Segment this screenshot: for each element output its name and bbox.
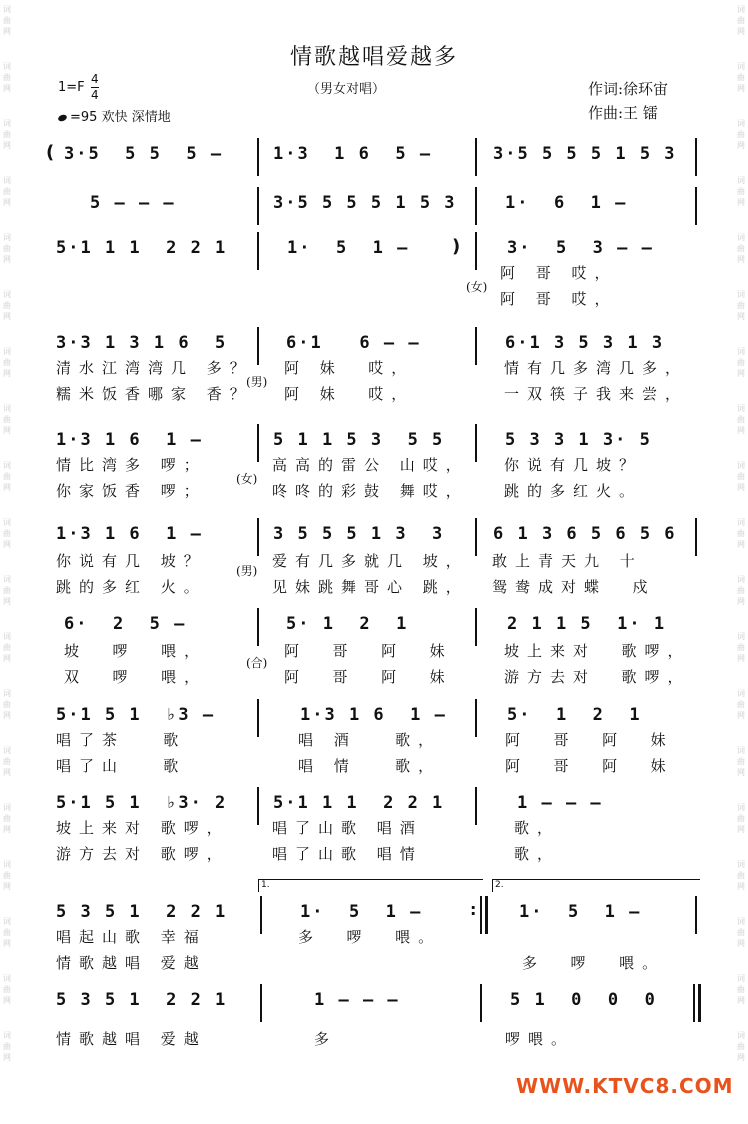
measure-notes: 5 – – – — [90, 193, 176, 213]
watermark-text: 词 曲 网 — [3, 803, 11, 834]
bar-line — [257, 518, 259, 556]
watermark-text: 词 曲 网 — [737, 290, 745, 321]
watermark-text: 词 曲 网 — [737, 575, 745, 606]
watermark-text: 词 曲 网 — [737, 689, 745, 720]
measure-notes: 1· 5 1 – — [519, 902, 642, 922]
measure-notes: 1·3 1 6 1 – — [300, 705, 447, 725]
measure-notes: 5·1 1 1 2 2 1 — [56, 238, 228, 258]
lyric-verse-2: 唱 情 歌， — [298, 757, 442, 775]
measure-notes: 5 3 5 1 2 2 1 — [56, 902, 228, 922]
lyric-verse-2: 双 啰 喂， — [64, 668, 208, 686]
measure-notes: 3·3 1 3 1 6 5 — [56, 333, 228, 353]
lyric-verse-2: 一双筷子我来尝， — [504, 385, 689, 403]
measure-notes: 6· 2 5 – — [64, 614, 187, 634]
singer-role-label: (男) — [246, 375, 268, 389]
measure-notes: 3 5 5 5 1 3 3 — [273, 524, 445, 544]
lyric-verse-1: 敢上青天九 十 — [492, 552, 643, 570]
lyric-verse-2: 唱了山 歌 — [56, 757, 187, 775]
lyric-verse-2: 多 啰 喂。 — [522, 954, 666, 972]
watermark-text: 词 曲 网 — [3, 5, 11, 36]
bar-line — [475, 608, 477, 646]
key-signature: 1=F — [58, 80, 85, 95]
bar-line — [257, 699, 259, 737]
lyric-verse-2: 跳的多红火。 — [504, 482, 643, 500]
watermark-text: 词 曲 网 — [737, 347, 745, 378]
watermark-text: 词 曲 网 — [737, 518, 745, 549]
watermark-text: 词 曲 网 — [3, 974, 11, 1005]
lyric-verse-1: 爱有几多就几 坡， — [272, 552, 469, 570]
watermark-text: 词 曲 网 — [737, 233, 745, 264]
bar-line — [475, 138, 477, 176]
watermark-text: 词 曲 网 — [737, 404, 745, 435]
lyric-line-2: 阿 哥 哎， — [500, 290, 618, 308]
watermark-text: 词 曲 网 — [737, 746, 745, 777]
lyric-verse-1: 情比湾多 啰； — [56, 456, 207, 474]
measure-notes: 5· 1 2 1 — [507, 705, 642, 725]
measure-notes: 1 – – – — [314, 990, 400, 1010]
repeat-end-sign: : — [470, 900, 477, 919]
measure-notes: 1· 5 1 – — [287, 238, 410, 258]
watermark-text: 词 曲 网 — [3, 518, 11, 549]
song-subtitle: （男女对唱） — [307, 82, 386, 97]
measure-notes: 5· 1 2 1 — [286, 614, 409, 634]
bar-line — [475, 518, 477, 556]
watermark-text: 词 曲 网 — [3, 347, 11, 378]
watermark-text: 词 曲 网 — [737, 461, 745, 492]
measure-notes: 1·3 1 6 1 – — [56, 524, 203, 544]
measure-notes: 1 – – – — [517, 793, 603, 813]
watermark-strip-left — [0, 0, 14, 1124]
bar-line — [475, 699, 477, 737]
watermark-text: 词 曲 网 — [3, 119, 11, 150]
measure-notes: 1· 6 1 – — [505, 193, 628, 213]
singer-role-label: (男) — [236, 564, 258, 578]
measure-notes: 5 1 1 5 3 5 5 — [273, 430, 445, 450]
bar-line — [475, 424, 477, 462]
singer-role-label: (女) — [236, 472, 258, 486]
volta-first-ending: 1. — [258, 879, 483, 892]
bar-line — [695, 187, 697, 225]
bar-line — [475, 232, 477, 270]
lyric-verse-2: 情歌越唱 爱越 — [56, 954, 207, 972]
quarter-note-icon — [57, 113, 68, 122]
watermark-text: 词 曲 网 — [737, 860, 745, 891]
lyric-verse-1: 情有几多湾几多， — [504, 359, 689, 377]
lyric-verse-2: 见妹跳舞哥心 跳， — [272, 578, 469, 596]
bar-line — [257, 232, 259, 270]
bar-line — [257, 187, 259, 225]
measure-notes: 1· 5 1 – — [300, 902, 423, 922]
lyric-verse-1: 坡上来对 歌啰， — [504, 642, 691, 660]
lyric-verse-2: 游方去对 歌啰， — [56, 845, 230, 863]
bar-line — [257, 424, 259, 462]
bar-line — [260, 984, 262, 1022]
bar-line — [257, 327, 259, 365]
watermark-text: 词 曲 网 — [737, 5, 745, 36]
watermark-text: 词 曲 网 — [737, 632, 745, 663]
watermark-text: 词 曲 网 — [3, 62, 11, 93]
time-signature-bottom: 4 — [91, 88, 99, 102]
repeat-open-paren: ( — [46, 142, 55, 163]
lyric-verse-1: 你说有几 坡？ — [56, 552, 207, 570]
watermark-text: 词 曲 网 — [3, 290, 11, 321]
measure-notes: 6·1 3 5 3 1 3 — [505, 333, 665, 353]
lyric-verse-1: 唱了茶 歌 — [56, 731, 187, 749]
watermark-text: 词 曲 网 — [3, 1031, 11, 1062]
watermark-text: 词 曲 网 — [3, 575, 11, 606]
watermark-strip-right — [734, 0, 748, 1124]
bar-line — [480, 896, 482, 934]
lyric-verse-2: 鸳鸯成对蝶 戍 — [492, 578, 656, 596]
lyric-verse-1: 唱起山歌 幸福 — [56, 928, 207, 946]
song-title: 情歌越唱爱越多 — [289, 45, 458, 70]
composer-credit: 作曲:王 镭 — [588, 104, 658, 122]
lyric-verse-2: 游方去对 歌啰， — [504, 668, 691, 686]
lyric-verse-1: 情歌越唱 爱越 — [56, 1030, 207, 1048]
bar-line — [257, 138, 259, 176]
singer-role-label: (合) — [246, 656, 268, 670]
measure-notes: 3·5 5 5 5 1 5 3 — [493, 144, 677, 164]
bar-line — [695, 896, 697, 934]
watermark-text: 词 曲 网 — [737, 974, 745, 1005]
watermark-text: 词 曲 网 — [737, 1031, 745, 1062]
lyric-verse-2: 咚咚的彩鼓 舞哎， — [272, 482, 469, 500]
measure-notes: 1·3 1 6 5 – — [273, 144, 433, 164]
lyric-verse-1: 坡 啰 喂， — [64, 642, 208, 660]
watermark-text: 词 曲 网 — [3, 860, 11, 891]
lyric-verse-1: 清水江湾湾几 多？ — [56, 359, 253, 377]
watermark-text: 词 曲 网 — [737, 62, 745, 93]
lyric-verse-2: 阿 哥 阿 妹 — [505, 757, 674, 775]
lyric-verse-1: 你说有几坡？ — [504, 456, 643, 474]
bar-line — [260, 896, 262, 934]
lyric-verse-1: 唱了山歌 唱酒 — [272, 819, 423, 837]
final-bar-line-thick — [698, 984, 701, 1022]
tempo-marking — [58, 106, 171, 125]
lyric-verse-1: 阿 哥 阿 妹 — [505, 731, 674, 749]
lyric-verse-1: 多 — [314, 1030, 338, 1048]
lyric-verse-2: 歌， — [514, 845, 561, 863]
volta-second-ending: 2. — [492, 879, 700, 892]
watermark-text: 词 曲 网 — [3, 176, 11, 207]
bar-line — [480, 984, 482, 1022]
bar-line — [475, 327, 477, 365]
measure-notes: 3·5 5 5 5 – — [64, 144, 224, 164]
bar-line — [695, 518, 697, 556]
watermark-text: 词 曲 网 — [3, 404, 11, 435]
lyric-verse-1: 歌， — [514, 819, 561, 837]
lyric-verse-2: 你家饭香 啰； — [56, 482, 207, 500]
watermark-text: 词 曲 网 — [3, 632, 11, 663]
lyric-verse-1: 坡上来对 歌啰， — [56, 819, 230, 837]
lyric-line-1: 阿 哥 哎， — [500, 264, 618, 282]
bar-line-thick — [485, 896, 488, 934]
measure-notes: 5·1 5 1 ♭3· 2 — [56, 793, 228, 813]
site-watermark: WWW.KTVC8.COM — [516, 1074, 734, 1098]
measure-notes: 5 3 5 1 2 2 1 — [56, 990, 228, 1010]
measure-notes: 3· 5 3 – – — [507, 238, 654, 258]
lyric-verse-1: 啰喂。 — [505, 1030, 575, 1048]
bar-line — [257, 787, 259, 825]
bar-line — [257, 608, 259, 646]
lyric-verse-1: 高高的雷公 山哎， — [272, 456, 469, 474]
lyricist-credit: 作词:徐环宙 — [588, 80, 669, 98]
watermark-text: 词 曲 网 — [737, 803, 745, 834]
lyric-verse-2: 糯米饭香哪家 香？ — [56, 385, 253, 403]
repeat-close-paren: ) — [452, 236, 461, 257]
measure-notes: 6 1 3 6 5 6 5 6 — [493, 524, 677, 544]
time-signature-top: 4 — [91, 72, 99, 86]
measure-notes: 5 3 3 1 3· 5 — [505, 430, 652, 450]
time-signature — [91, 72, 99, 103]
watermark-text: 词 曲 网 — [737, 917, 745, 948]
lyric-verse-2: 唱了山歌 唱情 — [272, 845, 423, 863]
watermark-text: 词 曲 网 — [3, 689, 11, 720]
final-bar-line — [693, 984, 695, 1022]
watermark-text: 词 曲 网 — [3, 461, 11, 492]
measure-notes: 5·1 1 1 2 2 1 — [273, 793, 445, 813]
lyric-verse-1: 唱 酒 歌， — [298, 731, 442, 749]
watermark-text: 词 曲 网 — [3, 746, 11, 777]
measure-notes: 5 1 0 0 0 — [510, 990, 657, 1010]
measure-notes: 1·3 1 6 1 – — [56, 430, 203, 450]
watermark-text: 词 曲 网 — [3, 917, 11, 948]
lyric-verse-1: 多 啰 喂。 — [298, 928, 442, 946]
lyric-verse-1: 阿 哥 阿 妹 — [284, 642, 453, 660]
watermark-text: 词 曲 网 — [737, 119, 745, 150]
tempo-text: =95 欢快 深情地 — [70, 110, 171, 125]
lyric-verse-2: 阿 妹 哎， — [284, 385, 415, 403]
singer-role-label: (女) — [466, 280, 488, 294]
bar-line — [475, 787, 477, 825]
bar-line — [695, 138, 697, 176]
lyric-verse-2: 跳的多红 火。 — [56, 578, 207, 596]
measure-notes: 6·1 6 – – — [286, 333, 421, 353]
watermark-text: 词 曲 网 — [737, 176, 745, 207]
lyric-verse-2: 阿 哥 阿 妹 — [284, 668, 453, 686]
watermark-text: 词 曲 网 — [3, 233, 11, 264]
bar-line — [475, 187, 477, 225]
measure-notes: 5·1 5 1 ♭3 – — [56, 705, 216, 725]
measure-notes: 2 1 1 5 1· 1 — [507, 614, 667, 634]
measure-notes: 3·5 5 5 5 1 5 3 — [273, 193, 457, 213]
lyric-verse-1: 阿 妹 哎， — [284, 359, 415, 377]
